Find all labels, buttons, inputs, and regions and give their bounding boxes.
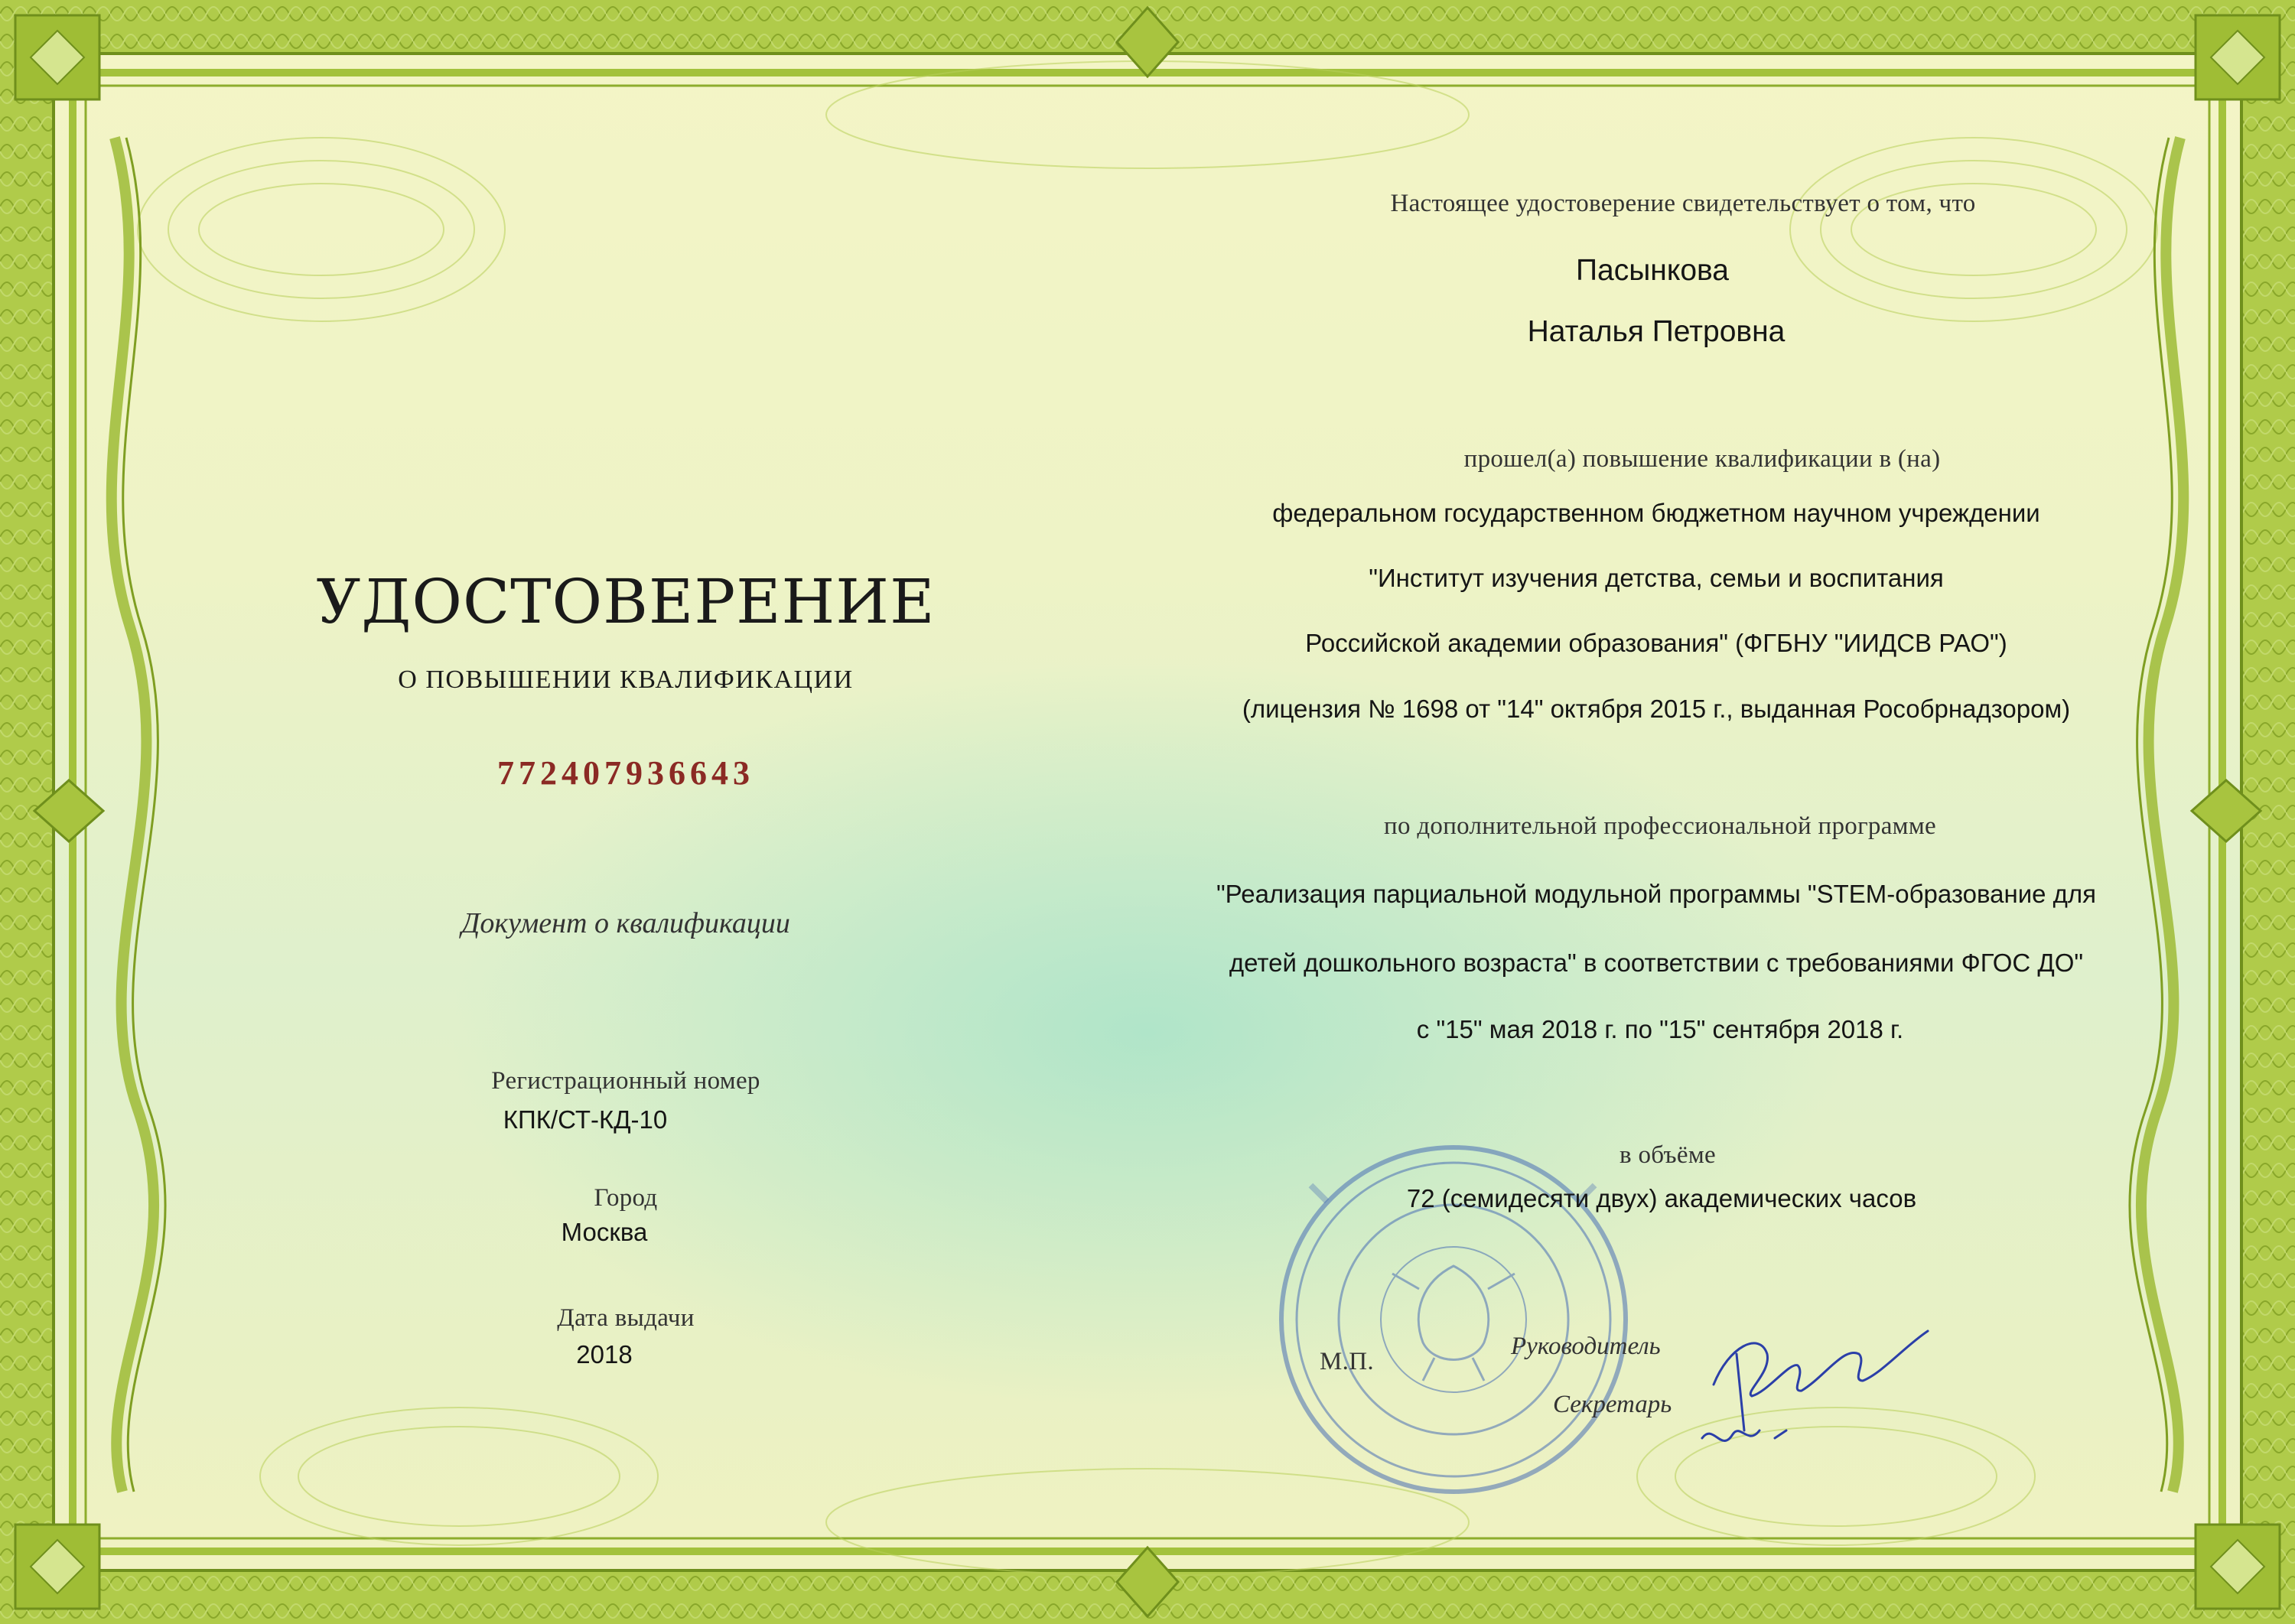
serial-number: 772407936643	[497, 754, 754, 792]
institution-line-1: федеральном государственном бюджетном научном учреждении	[1272, 499, 2040, 527]
intro-text: Настоящее удостоверение свидетельствует о том, что	[1390, 190, 1976, 217]
certificate-title: УДОСТОВЕРЕНИЕ	[316, 566, 936, 637]
document-type: Документ о квалификации	[461, 907, 790, 939]
program-line-2: детей дошкольного возраста" в соответствии с требованиями ФГОС ДО"	[1229, 949, 2084, 977]
certificate-subtitle: О ПОВЫШЕНИИ КВАЛИФИКАЦИИ	[398, 666, 854, 694]
holder-surname: Пасынкова	[1576, 254, 1729, 287]
institution-line-3: Российской академии образования" (ФГБНУ "ИИДСВ РАО")	[1305, 629, 2007, 657]
program-label: по дополнительной профессиональной программе	[1384, 812, 1936, 840]
passed-text: прошел(а) повышение квалификации в (на)	[1463, 445, 1941, 473]
license-text: (лицензия № 1698 от "14" октября 2015 г., выданная Рособрнадзором)	[1242, 695, 2071, 723]
institution-line-2: "Институт изучения детства, семьи и воспитания	[1369, 564, 1944, 592]
registration-value: КПК/СТ-КД-10	[503, 1105, 668, 1134]
secretary-label: Секретарь	[1553, 1391, 1672, 1418]
city-label: Город	[594, 1184, 658, 1212]
city-value: Москва	[561, 1218, 648, 1246]
signature	[1698, 1300, 1943, 1469]
volume-value: 72 (семидесяти двух) академических часов	[1406, 1184, 1917, 1212]
issue-date-label: Дата выдачи	[557, 1304, 695, 1332]
head-label: Руководитель	[1511, 1333, 1661, 1360]
volume-label: в объёме	[1620, 1141, 1716, 1169]
study-dates: с "15" мая 2018 г. по "15" сентября 2018 г.	[1416, 1015, 1904, 1043]
holder-name: Наталья Петровна	[1527, 315, 1786, 348]
program-line-1: "Реализация парциальной модульной программы "STEM-образование для	[1216, 880, 2097, 908]
issue-date-value: 2018	[576, 1340, 633, 1369]
registration-label: Регистрационный номер	[491, 1067, 760, 1095]
stamp-place-label: М.П.	[1320, 1348, 1374, 1375]
